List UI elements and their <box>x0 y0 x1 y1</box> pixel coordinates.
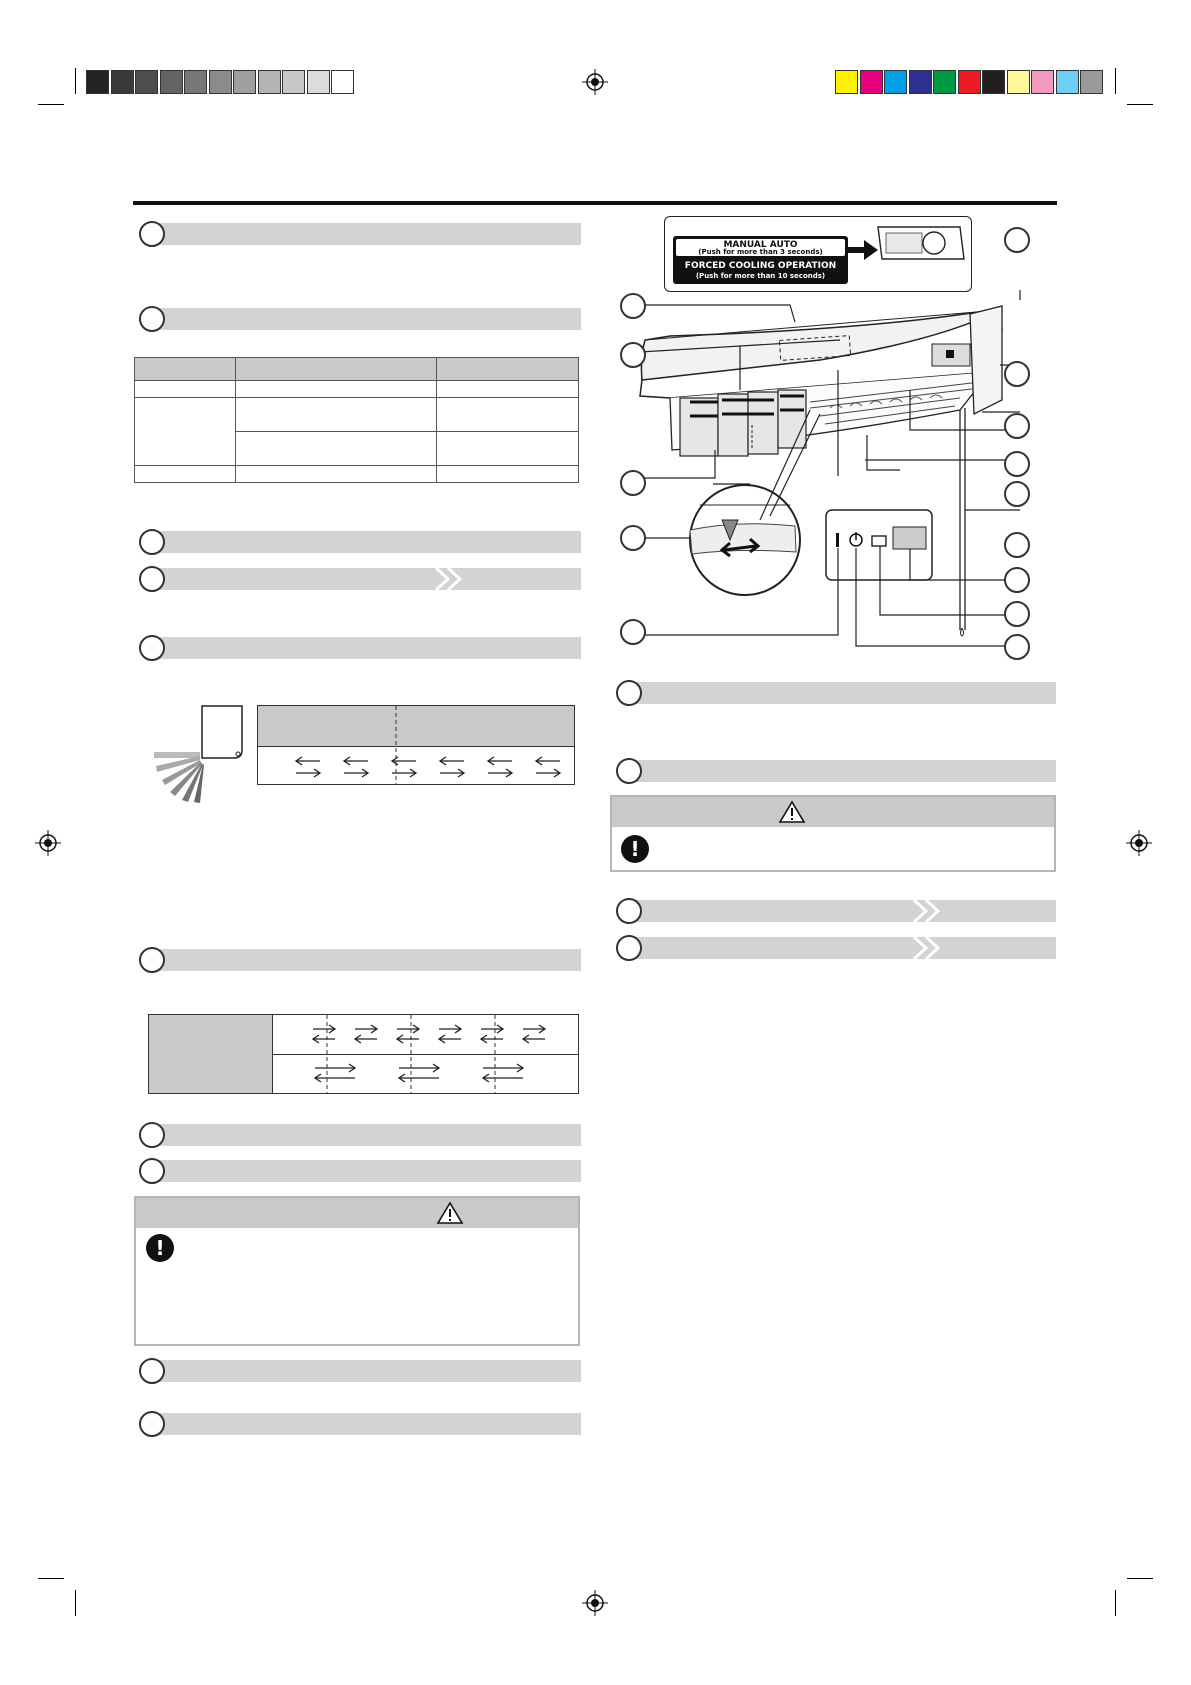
callout-circle <box>620 470 646 496</box>
arrow-right-icon <box>912 900 952 922</box>
crop-mark <box>1127 104 1153 105</box>
registration-mark-icon <box>582 1590 608 1616</box>
section-bar-6 <box>155 949 581 971</box>
caution-header <box>136 1198 578 1228</box>
callout-circle <box>1004 413 1030 439</box>
color-swatch <box>909 70 932 94</box>
color-swatch <box>1031 70 1054 94</box>
crop-mark <box>75 68 76 94</box>
color-swatch <box>331 70 354 94</box>
section-number-circle <box>139 1158 165 1184</box>
color-swatch <box>958 70 981 94</box>
table-cell <box>236 466 437 483</box>
table-cell <box>236 398 437 432</box>
section-bar-7 <box>155 1124 581 1146</box>
section-number-circle <box>616 758 642 784</box>
registration-mark-icon <box>1126 830 1152 856</box>
color-swatch <box>86 70 109 94</box>
callout-circle <box>620 293 646 319</box>
section-bar-2 <box>155 308 581 330</box>
callout-circle <box>620 342 646 368</box>
crop-mark <box>1127 1578 1153 1579</box>
callout-circle <box>620 619 646 645</box>
caution-box <box>134 1196 580 1346</box>
section-number-circle <box>139 1358 165 1384</box>
color-swatch <box>1080 70 1103 94</box>
table-header-cell <box>135 358 236 381</box>
mandatory-exclamation-icon: ! <box>146 1234 174 1262</box>
section-bar-10 <box>155 1413 581 1435</box>
airflow-table <box>257 705 575 785</box>
horizontal-airflow-table <box>148 1014 579 1094</box>
indoor-unit-diagram <box>610 290 1050 710</box>
color-swatch <box>135 70 158 94</box>
table-cell <box>135 466 236 483</box>
table-cell <box>437 381 579 398</box>
section-number-circle <box>139 1122 165 1148</box>
caution-header <box>612 797 1054 827</box>
section-bar-4 <box>155 568 581 590</box>
warning-triangle-icon <box>436 1201 464 1225</box>
callout-circle <box>1004 451 1030 477</box>
section-bar-3 <box>155 531 581 553</box>
caution-box <box>610 795 1056 872</box>
color-swatch <box>1007 70 1030 94</box>
color-swatch <box>884 70 907 94</box>
spec-table <box>134 357 579 483</box>
section-number-circle <box>616 680 642 706</box>
header-rule <box>133 201 1057 205</box>
crop-mark <box>38 1578 64 1579</box>
crop-mark <box>75 1590 76 1616</box>
crop-mark <box>1115 1590 1116 1616</box>
section-bar-8 <box>155 1160 581 1182</box>
section-bar-5 <box>155 637 581 659</box>
callout-circle <box>1004 532 1030 558</box>
crop-mark <box>1115 68 1116 94</box>
table-cell <box>437 432 579 466</box>
section-number-circle <box>616 935 642 961</box>
airflow-arrows <box>273 1015 579 1093</box>
color-swatch <box>233 70 256 94</box>
color-swatch <box>982 70 1005 94</box>
manual-auto-label-panel <box>673 236 848 284</box>
color-swatch <box>184 70 207 94</box>
airflow-arrows <box>258 706 574 784</box>
section-number-circle <box>139 1411 165 1437</box>
callout-circle <box>1004 481 1030 507</box>
section-bar-9 <box>155 1360 581 1382</box>
section-number-circle <box>139 306 165 332</box>
color-swatch <box>860 70 883 94</box>
color-swatch <box>160 70 183 94</box>
section-number-circle <box>139 947 165 973</box>
table-header-cell <box>236 358 437 381</box>
color-swatch <box>258 70 281 94</box>
registration-mark-icon <box>582 69 608 95</box>
airflow-row-label-cell <box>149 1015 273 1055</box>
section-bar-1 <box>155 223 581 245</box>
section-number-circle <box>139 221 165 247</box>
callout-circle <box>1004 601 1030 627</box>
callout-circle <box>1004 634 1030 660</box>
manual-auto-text: MANUAL AUTO <box>723 240 798 250</box>
table-cell <box>236 432 437 466</box>
forced-cooling-text: FORCED COOLING OPERATION <box>684 261 837 271</box>
manual-auto-button-detail <box>876 223 966 263</box>
airflow-row-label-cell <box>149 1054 273 1093</box>
mandatory-exclamation-icon: ! <box>621 835 649 863</box>
section-number-circle <box>139 635 165 661</box>
color-swatch <box>209 70 232 94</box>
color-swatch <box>111 70 134 94</box>
crop-mark <box>38 104 64 105</box>
warning-triangle-icon <box>778 800 806 824</box>
callout-circle <box>620 525 646 551</box>
color-swatch <box>933 70 956 94</box>
section-bar-12 <box>632 760 1056 782</box>
arrow-right-icon <box>434 568 474 590</box>
arrow-right-icon <box>912 937 952 959</box>
section-number-circle <box>616 898 642 924</box>
callout-circle <box>1004 567 1030 593</box>
section-number-circle <box>139 529 165 555</box>
table-cell <box>437 398 579 432</box>
manual-auto-subtext: (Push for more than 3 seconds) <box>698 248 823 256</box>
color-swatch <box>307 70 330 94</box>
color-swatch <box>282 70 305 94</box>
color-swatch <box>1056 70 1079 94</box>
table-header-cell <box>437 358 579 381</box>
section-number-circle <box>139 566 165 592</box>
color-swatch <box>835 70 858 94</box>
table-cell <box>135 398 236 466</box>
callout-circle <box>1004 227 1030 253</box>
table-cell <box>437 466 579 483</box>
vertical-airflow-diagram <box>150 700 250 805</box>
section-bar-14 <box>632 937 1056 959</box>
table-cell <box>236 381 437 398</box>
forced-cooling-subtext: (Push for more than 10 seconds) <box>695 272 826 280</box>
section-bar-13 <box>632 900 1056 922</box>
section-bar-11 <box>632 682 1056 704</box>
registration-mark-icon <box>35 830 61 856</box>
callout-circle <box>1004 361 1030 387</box>
table-cell <box>135 381 236 398</box>
